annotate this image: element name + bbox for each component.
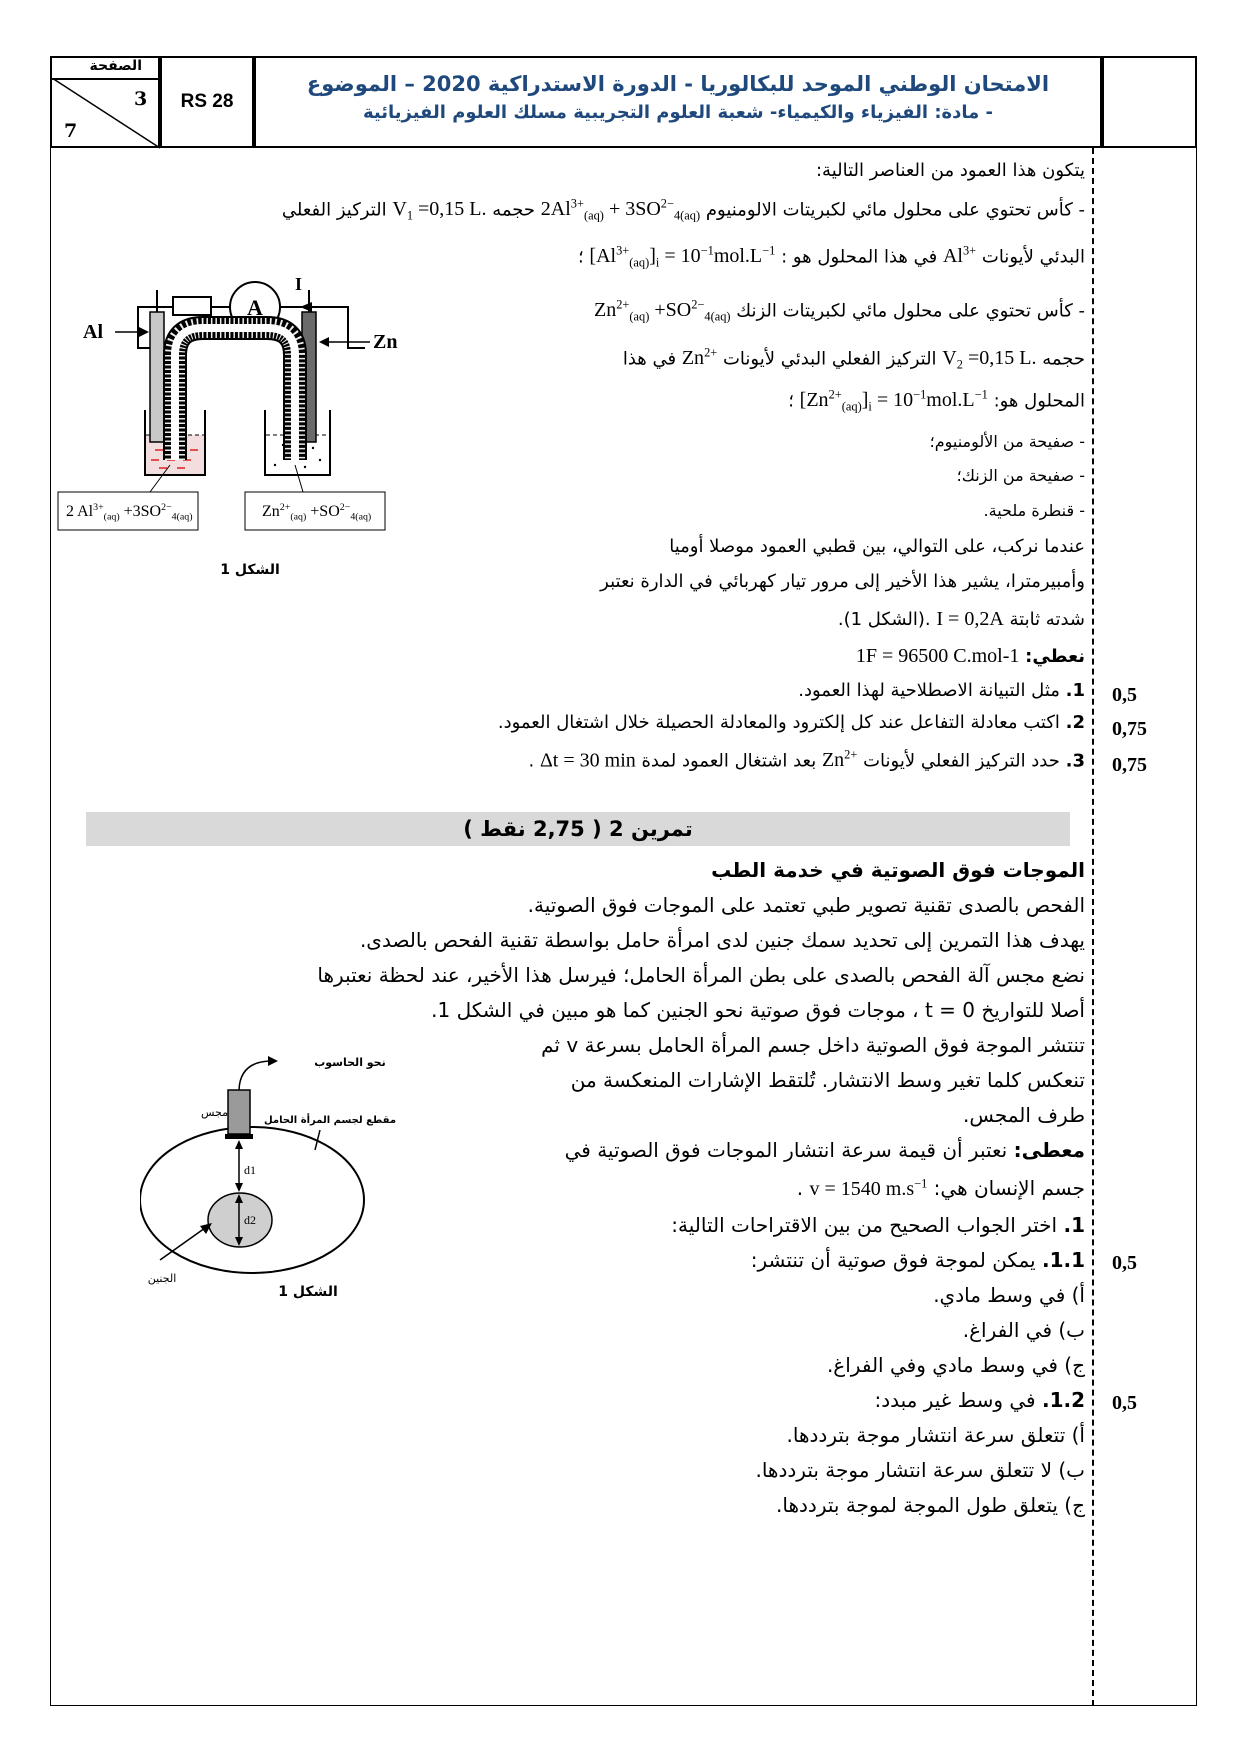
- ex1-item2-conc-label: التركيز الفعلي البدئي لأيونات: [722, 348, 937, 370]
- ex2-q11-opt-b: ب) في الفراغ.: [962, 1318, 1085, 1342]
- svg-text:الجنين: الجنين: [147, 1272, 177, 1285]
- ex2-p1: الفحص بالصدى تقنية تصوير طبي تعتمد على الموجات فوق الصوتية.: [527, 893, 1085, 917]
- ex2-q1: 1. اختر الجواب الصحيح من بين الاقتراحات التالية:: [671, 1213, 1085, 1237]
- svg-text:الشكل 1: الشكل 1: [278, 1284, 338, 1300]
- resistor-icon: [173, 297, 211, 315]
- ex1-para3: شدته ثابتة I = 0,2A .(الشكل 1).: [837, 608, 1085, 630]
- header-blank-cell: [1102, 56, 1197, 148]
- ex2-p2: يهدف هذا التمرين إلى تحديد سمك جنين لدى امرأة حامل بواسطة تقنية الفحص بالصدى.: [359, 928, 1085, 952]
- exercise2-title: تمرين 2 ( 2,75 نقط ): [463, 817, 693, 841]
- ex1-item2-line2: حجمه $V_2 =0,15$ L. التركيز الفعلي البدئي لأيونات $Zn^{2+}$ في هذا: [622, 346, 1085, 372]
- ex1-q3: 3. حدد التركيز الفعلي لأيونات $Zn^{2+}$ بعد اشتغال العمود لمدة Δt = 30 min .: [528, 748, 1085, 772]
- ex2-q12-opt-b: ب) لا تتعلق سرعة انتشار موجة بترددها.: [755, 1458, 1085, 1482]
- mark-ex1-q3: 0,75: [1112, 754, 1147, 776]
- ex2-p5: تنتشر الموجة فوق الصوتية داخل جسم المرأة الحامل بسرعة v ثم: [541, 1033, 1085, 1057]
- svg-text:مقطع لجسم المرأة الحامل: مقطع لجسم المرأة الحامل: [263, 1115, 397, 1126]
- page-label: الصفحة: [89, 58, 142, 74]
- exam-code: RS 28: [160, 56, 254, 148]
- mark-ex2-q12: 0,5: [1112, 1392, 1137, 1414]
- page-total: 7: [64, 120, 78, 142]
- ex2-p4: أصلا للتواريخ t = 0 ، موجات فوق صوتية نحو الجنين كما هو مبين في الشكل 1.: [431, 998, 1085, 1022]
- ex1-item1-line2: البدئي لأيونات $Al^{3+}$ في هذا المحلول هو : $[Al^{3+}_{(aq)}]_i = 10^{-1}mol.L^{-1}$ ؛: [577, 244, 1085, 270]
- ex1-given-label: نعطي:: [1025, 646, 1085, 667]
- ex2-q12-opt-c: ج) يتعلق طول الموجة لموجة بترددها.: [776, 1493, 1085, 1517]
- current-arrow-icon: [300, 302, 312, 312]
- header-title-cell: [254, 56, 1102, 148]
- page-number-cell: [50, 56, 160, 148]
- ex1-item2-in-label: في هذا: [622, 348, 677, 370]
- svg-text:A: A: [247, 295, 263, 320]
- exam-title: الامتحان الوطني الموحد للبكالوريا - الدورة الاستدراكية 2020 – الموضوع: [306, 72, 1050, 96]
- ex1-item2-volume-label: حجمه: [1042, 348, 1085, 370]
- ex1-q1: 1. مثل التبيانة الاصطلاحية لهذا العمود.: [798, 680, 1085, 701]
- ex1-q2: 2. اكتب معادلة التفاعل عند كل إلكترود والمعادلة الحصيلة خلال اشتغال العمود.: [497, 712, 1085, 733]
- svg-text:Al: Al: [83, 321, 103, 343]
- ex1-item3: - صفيحة من الألومنيوم؛: [929, 432, 1085, 451]
- ultrasound-diagram: [140, 1050, 500, 1350]
- exam-subject: - مادة: الفيزياء والكيمياء- شعبة العلوم التجريبية مسلك العلوم الفيزيائية: [362, 102, 994, 123]
- svg-text:I: I: [295, 274, 303, 294]
- ex1-item2-text: - كأس تحتوي على محلول مائي لكبريتات الزنك: [736, 300, 1085, 322]
- arrow-icon: [139, 327, 149, 337]
- svg-text:الشكل 1: الشكل 1: [220, 562, 280, 578]
- ex1-intro: يتكون هذا العمود من العناصر التالية:: [815, 160, 1085, 181]
- probe-icon: [228, 1090, 250, 1134]
- ex2-p3: نضع مجس آلة الفحص بالصدى على بطن المرأة الحامل؛ فيرسل هذا الأخير، عند لحظة نعتبرها: [317, 963, 1085, 987]
- svg-text:Zn: Zn: [373, 331, 398, 353]
- ex1-item1-solution-label: في هذا المحلول هو :: [781, 246, 938, 268]
- ex1-given-value: 1F = 96500 C.mol-1: [855, 645, 1020, 667]
- ex1-item1-text: - كأس تحتوي على محلول مائي لكبريتات الالومنيوم: [705, 199, 1085, 221]
- ex2-q12: 1.2. في وسط غير مبدد:: [874, 1388, 1085, 1412]
- ex1-item1-ion-label: البدئي لأيونات: [981, 246, 1085, 268]
- ex1-item5: - قنطرة ملحية.: [983, 501, 1085, 520]
- mark-ex1-q1: 0,5: [1112, 684, 1137, 706]
- ex2-p7: طرف المجس.: [962, 1103, 1085, 1127]
- al-solution-label: 2 $Al^{3+}_{(aq)} +3SO^{2-}_{4(aq)}$: [66, 502, 193, 523]
- ex2-given-line2: جسم الإنسان هي: v = 1540 $m.s^{-1}$ .: [796, 1176, 1085, 1200]
- page-current: 3: [134, 88, 148, 110]
- mark-ex1-q2: 0,75: [1112, 718, 1147, 740]
- ex1-item2-solution-label: المحلول هو:: [993, 390, 1085, 412]
- svg-text:d1: d1: [244, 1163, 256, 1177]
- ex2-q11: 1.1. يمكن لموجة فوق صوتية أن تنتشر:: [750, 1248, 1085, 1272]
- exam-header: [50, 56, 1197, 148]
- svg-text:مجس: مجس: [200, 1106, 228, 1119]
- margin-separator: [1092, 148, 1094, 1706]
- ex2-q11-opt-c: ج) في وسط مادي وفي الفراغ.: [826, 1353, 1085, 1377]
- ex1-item2-line1: - كأس تحتوي على محلول مائي لكبريتات الزنك $Zn^{2+}_{(aq)} +SO^{2-}_{4(aq)}$: [593, 298, 1085, 324]
- ex1-item4: - صفيحة من الزنك؛: [956, 466, 1085, 485]
- ex1-item2-line3: المحلول هو: $[Zn^{2+}_{(aq)}]_i = 10^{-1}mol.L^{-1}$ ؛: [788, 388, 1085, 414]
- ex1-item1-line1: - كأس تحتوي على محلول مائي لكبريتات الالومنيوم $2Al^{3+}_{(aq)} + 3SO^{2-}_{4(aq)}$ حجمه $V_1 =0,15$ L. التركيز الفعلي: [281, 197, 1085, 223]
- ex1-para1: عندما نركب، على التوالي، بين قطبي العمود موصلا أوميا: [669, 536, 1085, 557]
- ex2-q11-opt-a: أ) في وسط مادي.: [933, 1283, 1085, 1307]
- ex1-given: [856, 645, 1085, 668]
- aluminium-plate: [150, 312, 164, 442]
- ex2-p6: تنعكس كلما تغير وسط الانتشار. تُلتقط الإشارات المنعكسة من: [570, 1068, 1085, 1092]
- ex2-q12-opt-a: أ) تتعلق سرعة انتشار موجة بترددها.: [786, 1423, 1085, 1447]
- ex1-para3-figure-ref: .(الشكل 1).: [837, 609, 931, 630]
- arrow-icon: [319, 337, 329, 347]
- svg-text:d2: d2: [244, 1213, 256, 1227]
- ex1-item1-volume-label: حجمه: [492, 199, 536, 221]
- zn-solution-label: $Zn^{2+}_{(aq)} +SO^{2-}_{4(aq)}$: [262, 502, 372, 523]
- ex2-subtitle: الموجات فوق الصوتية في خدمة الطب: [711, 858, 1085, 882]
- arrow-icon: [268, 1056, 278, 1066]
- ex1-item1-conc-label: التركيز الفعلي: [281, 199, 387, 221]
- ex1-para3-text: شدته ثابتة: [1009, 609, 1085, 630]
- mark-ex2-q11: 0,5: [1112, 1252, 1137, 1274]
- ex2-given-line1: معطى: نعتبر أن قيمة سرعة انتشار الموجات فوق الصوتية في: [564, 1138, 1085, 1162]
- ex2-given-label: معطى:: [1013, 1138, 1085, 1162]
- cell-diagram: [55, 260, 455, 620]
- svg-text:نحو الحاسوب: نحو الحاسوب: [314, 1056, 386, 1069]
- ex1-para2: وأمبيرمترا، يشير هذا الأخير إلى مرور تيار كهربائي في الدارة نعتبر: [600, 571, 1085, 592]
